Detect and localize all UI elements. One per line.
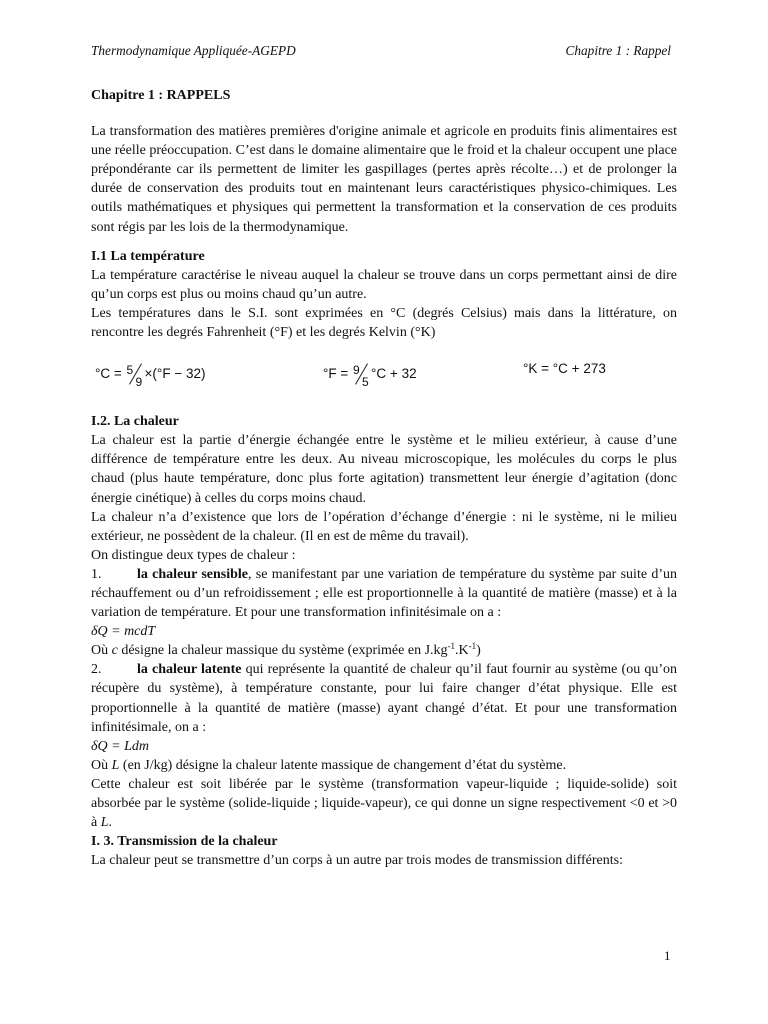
chaleur-paragraph-4: Cette chaleur est soit libérée par le système (transformation vapeur-liquide ; liquide-solide) soit absorbée par le système (solide-liquide ; liquide-vapeur), ce qui donne un signe respectivement <0 et >0 à L. bbox=[91, 776, 677, 831]
note-chaleur-latente: Où L (en J/kg) désigne la chaleur latente massique de changement d’état du système. bbox=[91, 757, 567, 773]
temperature-paragraph-1: La température caractérise le niveau auquel la chaleur se trouve dans un corps permettant ainsi de dire qu’un corps est plus ou moins chaud qu’un autre. bbox=[91, 267, 677, 302]
page-body bbox=[91, 86, 677, 870]
section-heading-transmission: I. 3. Transmission de la chaleur bbox=[91, 834, 278, 850]
section-heading-chaleur: I.2. La chaleur bbox=[91, 414, 179, 430]
equation-sensible-heat: δQ = mcdT bbox=[91, 624, 156, 640]
chapter-title: Chapitre 1 : RAPPELS bbox=[91, 88, 231, 103]
equation-latent-heat: δQ = Ldm bbox=[91, 738, 149, 754]
list-item-sensible: 1. la chaleur sensible, se manifestant par une variation de température du système par suite d’un réchauffement ou d’un refroidissement ; elle est proportionnelle à la quantité de matière (masse) et à la variation de température. Et pour une transformation infinitésimale on a : bbox=[91, 566, 678, 621]
formula-kelvin: °K = °C + 273 bbox=[523, 361, 606, 377]
transmission-paragraph-1: La chaleur peut se transmettre d’un corps à un autre par trois modes de transmission différents: bbox=[91, 853, 623, 869]
fraction: 5 9 bbox=[126, 363, 143, 390]
chaleur-paragraph-2: La chaleur n’a d’existence que lors de l’opération d’échange d’énergie : ni le système, ni le milieu extérieur, ne possèdent de la chaleur. (Il en est de même du travail). bbox=[91, 509, 677, 544]
temperature-paragraph-2: Les températures dans le S.I. sont exprimées en °C (degrés Celsius) mais dans la littérature, on rencontre les degrés Fahrenheit (°F) et les degrés Kelvin (°K) bbox=[91, 305, 677, 341]
intro-paragraph: La transformation des matières premières d'origine animale et agricole en produits finis alimentaires est une réelle préoccupation. C’est dans le domaine alimentaire que le froid et la chaleur occupent une place prépondérante car ils permettent de limiter les gaspillages (pertes après récolte…) et de prolonger la durée de conservation des produits tout en maintenant leurs caractéristiques physico-chimiques. Les outils mathématiques et physiques qui permettent la transformation et la conservation de ces produits sont régis par les lois de la thermodynamique. bbox=[91, 124, 677, 235]
section-heading-temperature: I.1 La température bbox=[91, 248, 205, 264]
header-chapter: Chapitre 1 : Rappel bbox=[565, 43, 671, 58]
page-number: 1 bbox=[664, 948, 671, 963]
formula-celsius: °C = 5 9 ×(°F − 32) bbox=[95, 363, 206, 390]
chaleur-paragraph-3: On distingue deux types de chaleur : bbox=[91, 547, 296, 563]
note-chaleur-massique: Où c désigne la chaleur massique du système (exprimée en $J.kg^{-1}.K^{-1}$) bbox=[91, 641, 481, 659]
formula-fahrenheit: °F = 9 5 °C + 32 bbox=[323, 363, 417, 390]
header-course-title: Thermodynamique Appliquée-AGEPD bbox=[91, 43, 296, 58]
temperature-formulas bbox=[91, 359, 677, 389]
list-item-latente: 2. la chaleur latente qui représente la quantité de chaleur qu’il faut fournir au système (ou qu’on récupère du système), à température constante, pour lui faire changer d’état physique. Elle est proportionnelle à la quantité de matière (masse) ayant changé d’état. Et pour une transformation infinitésimale, on a : bbox=[91, 662, 677, 735]
chaleur-paragraph-1: La chaleur est la partie d’énergie échangée entre le système et le milieu extérieur, à cause d’une différence de température entre les deux. Au niveau microscopique, les molécules du corps le plus chaud (plus haute température, donc plus forte agitation) transmettent leur énergie d’agitation (donc énergie cinétique) à celles du corps moins chaud. bbox=[91, 433, 677, 506]
fraction: 9 5 bbox=[353, 363, 369, 390]
